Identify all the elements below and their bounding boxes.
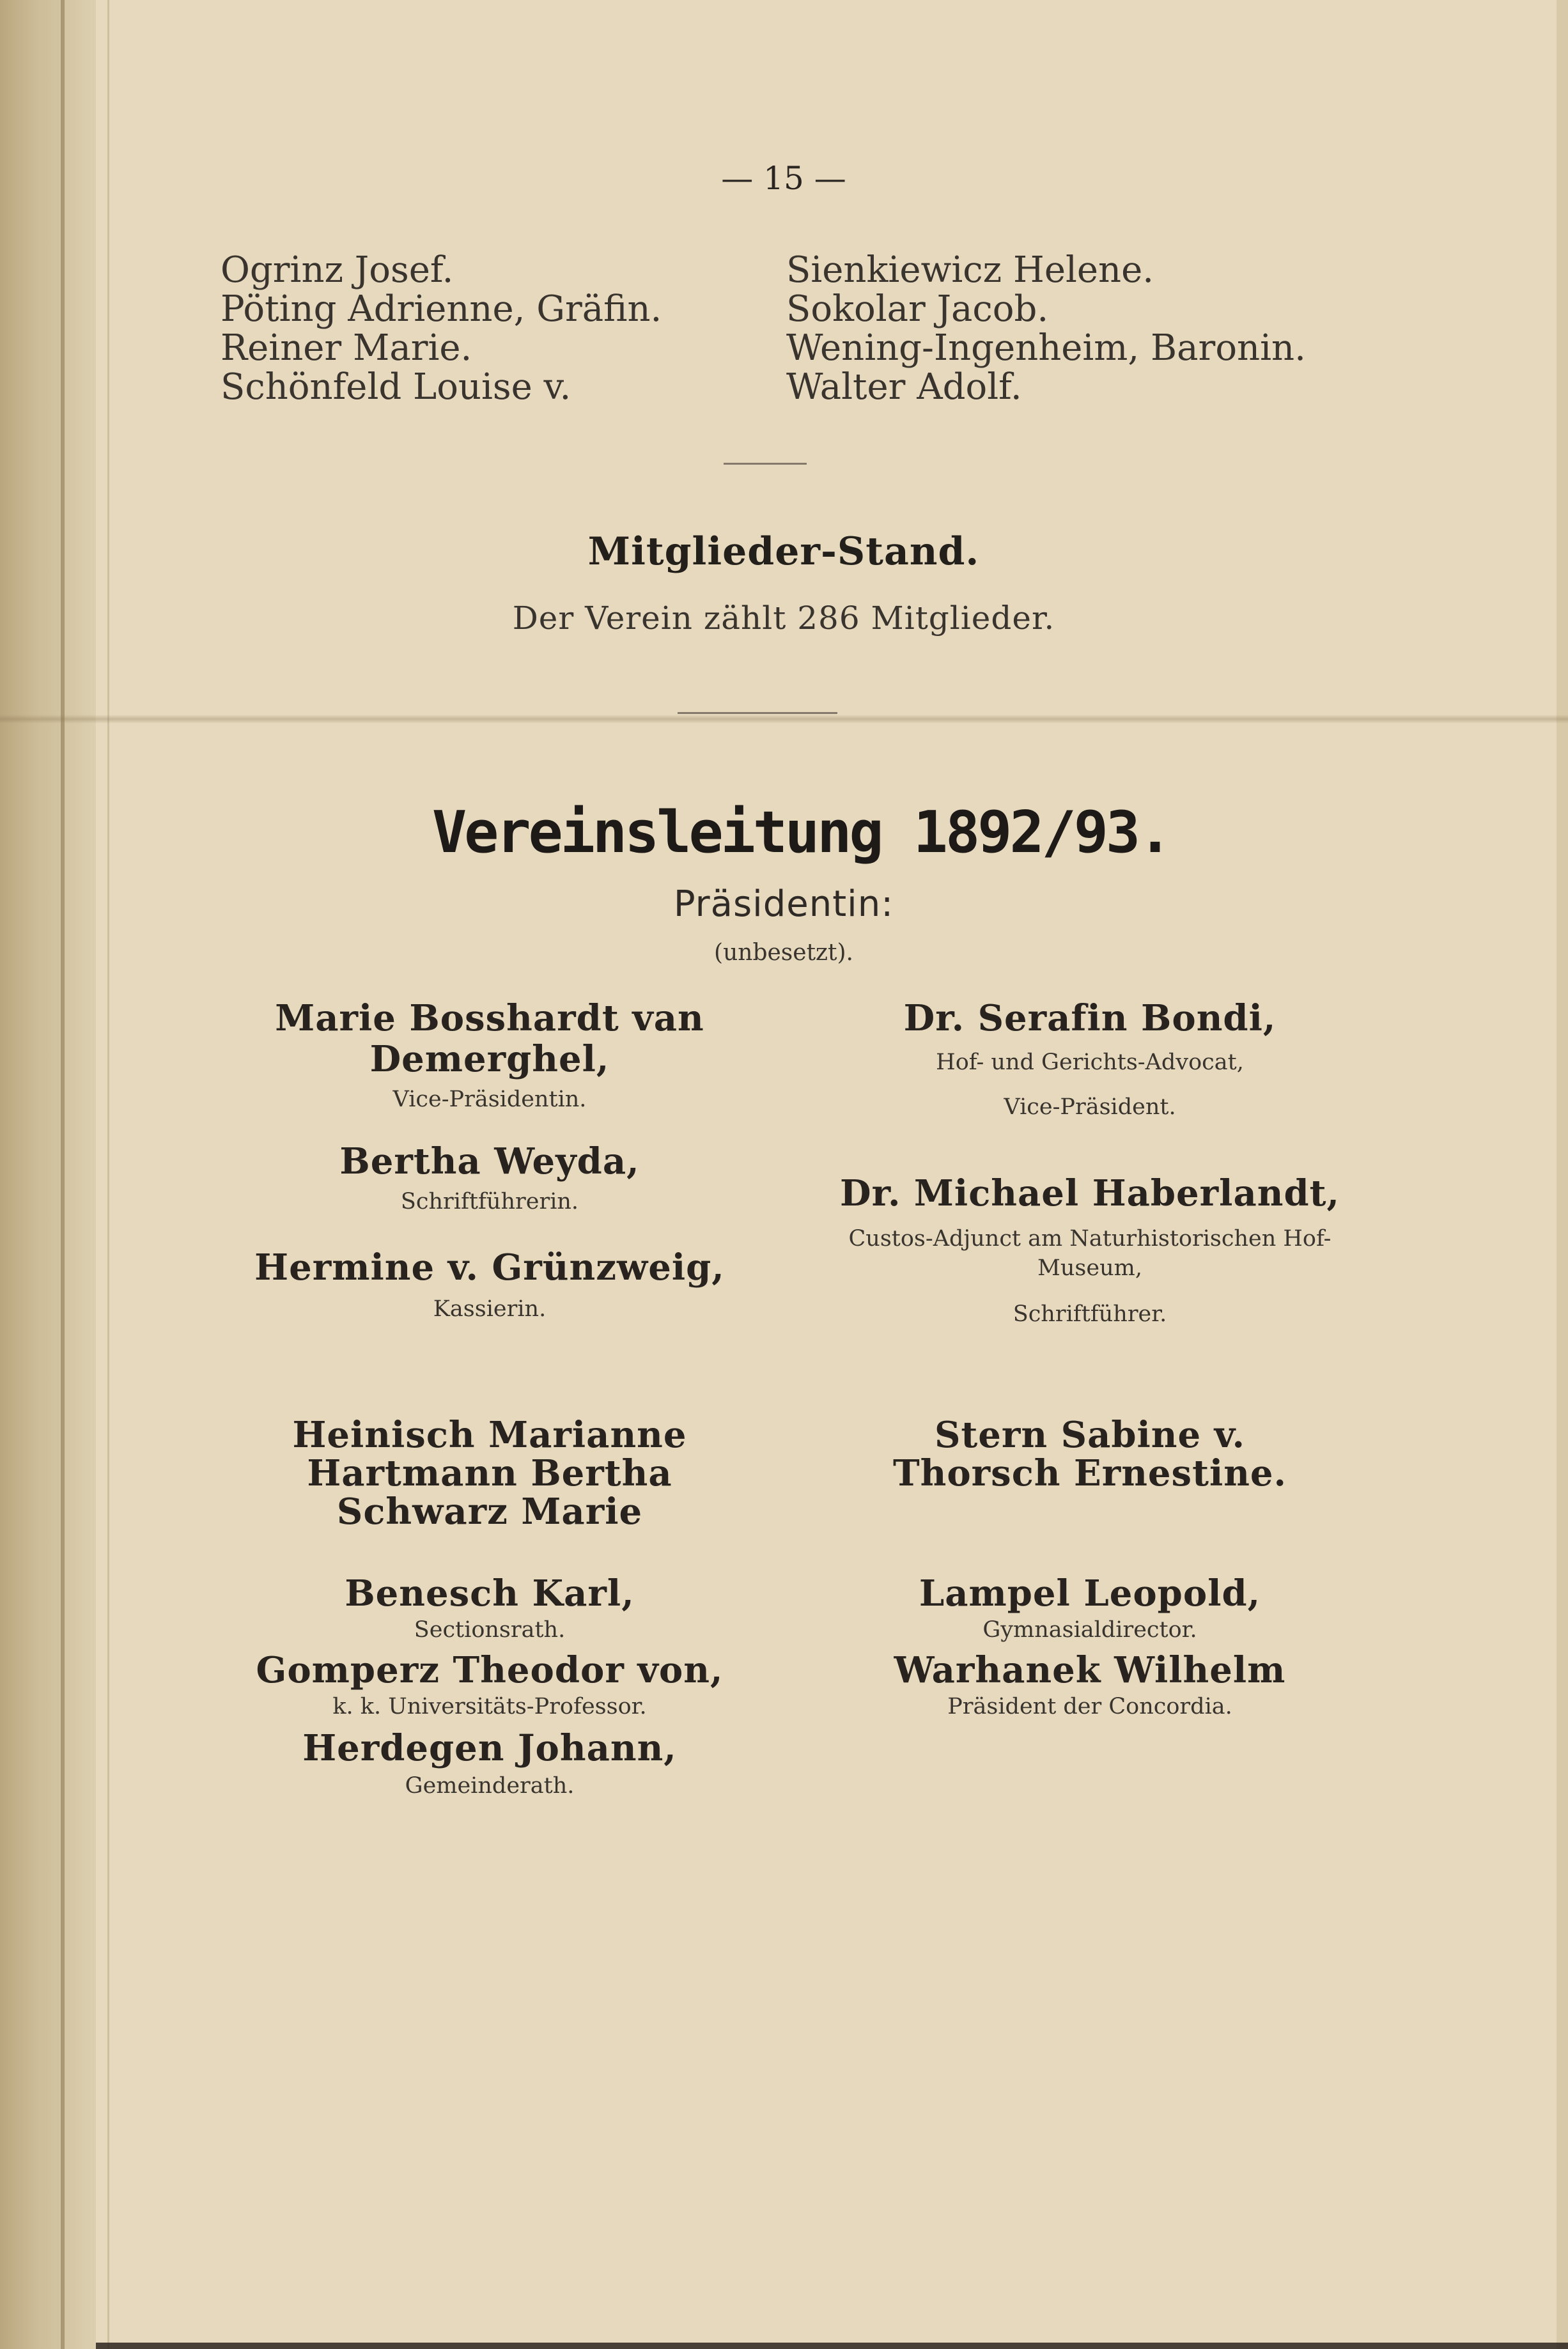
advisor-name: Lampel Leopold,	[919, 1572, 1261, 1615]
president-value: (unbesetzt).	[714, 940, 853, 966]
board-member-name: Demerghel,	[369, 1038, 610, 1080]
committee-member: Heinisch Marianne	[292, 1414, 687, 1456]
members-list-left	[221, 251, 662, 407]
board-member-role: Vice-Präsident.	[1004, 1094, 1176, 1120]
advisor-role: k. k. Universitäts-Professor.	[332, 1694, 647, 1719]
page-bottom-edge	[96, 2343, 1568, 2349]
member-name: Reiner Marie.	[221, 327, 472, 369]
president-label: Präsidentin:	[673, 883, 894, 925]
page-number: — 15 —	[721, 160, 846, 197]
divider-rule	[678, 712, 837, 714]
divider-rule	[724, 463, 807, 465]
member-name: Pöting Adrienne, Gräfin.	[221, 288, 662, 330]
board-member-title: Museum,	[1037, 1255, 1142, 1281]
page-crease	[0, 715, 1568, 724]
page-right-edge	[1556, 0, 1568, 2349]
board-member-title: Hof- und Gerichts-Advocat,	[936, 1050, 1244, 1075]
committee-member: Hartmann Bertha	[307, 1452, 672, 1494]
board-member-role: Schriftführerin.	[400, 1189, 579, 1214]
member-name: Walter Adolf.	[786, 366, 1022, 408]
advisor-name: Herdegen Johann,	[302, 1727, 677, 1769]
membership-heading: Mitglieder-Stand.	[587, 529, 980, 574]
binding-fold-line	[61, 0, 65, 2349]
board-member-name: Bertha Weyda,	[339, 1140, 640, 1182]
membership-text: Der Verein zählt 286 Mitglieder.	[512, 600, 1055, 637]
advisor-name: Gomperz Theodor von,	[256, 1649, 724, 1691]
binding-fold-line-inner	[107, 0, 109, 2349]
member-name: Sokolar Jacob.	[786, 288, 1049, 330]
board-member-name: Dr. Michael Haberlandt,	[840, 1172, 1340, 1214]
board-member-name: Dr. Serafin Bondi,	[903, 997, 1277, 1039]
board-member-role: Kassierin.	[433, 1296, 547, 1322]
advisor-name: Warhanek Wilhelm	[894, 1649, 1286, 1691]
member-name: Sienkiewicz Helene.	[786, 249, 1154, 291]
advisor-role: Gymnasialdirector.	[982, 1617, 1197, 1643]
board-member-name: Marie Bosshardt van	[275, 997, 704, 1039]
member-name: Ogrinz Josef.	[221, 249, 454, 291]
members-list-right	[786, 251, 1306, 407]
board-member-role: Schriftführer.	[1013, 1301, 1167, 1327]
member-name: Wening-Ingenheim, Baronin.	[786, 327, 1306, 369]
binding-gutter	[0, 0, 96, 2349]
board-member-title: Custos-Adjunct am Naturhistorischen Hof-	[848, 1226, 1331, 1252]
advisor-role: Gemeinderath.	[405, 1773, 575, 1799]
advisor-role: Präsident der Concordia.	[947, 1694, 1232, 1719]
advisor-name: Benesch Karl,	[345, 1572, 635, 1615]
committee-member: Thorsch Ernestine.	[892, 1452, 1287, 1494]
board-member-role: Vice-Präsidentin.	[392, 1087, 587, 1112]
member-name: Schönfeld Louise v.	[221, 366, 571, 408]
advisor-role: Sectionsrath.	[414, 1617, 566, 1643]
committee-member: Schwarz Marie	[336, 1491, 643, 1533]
committee-member: Stern Sabine v.	[934, 1414, 1246, 1456]
board-title: Vereinsleitung 1892/93.	[432, 799, 1170, 866]
board-member-name: Hermine v. Grünzweig,	[254, 1246, 725, 1289]
